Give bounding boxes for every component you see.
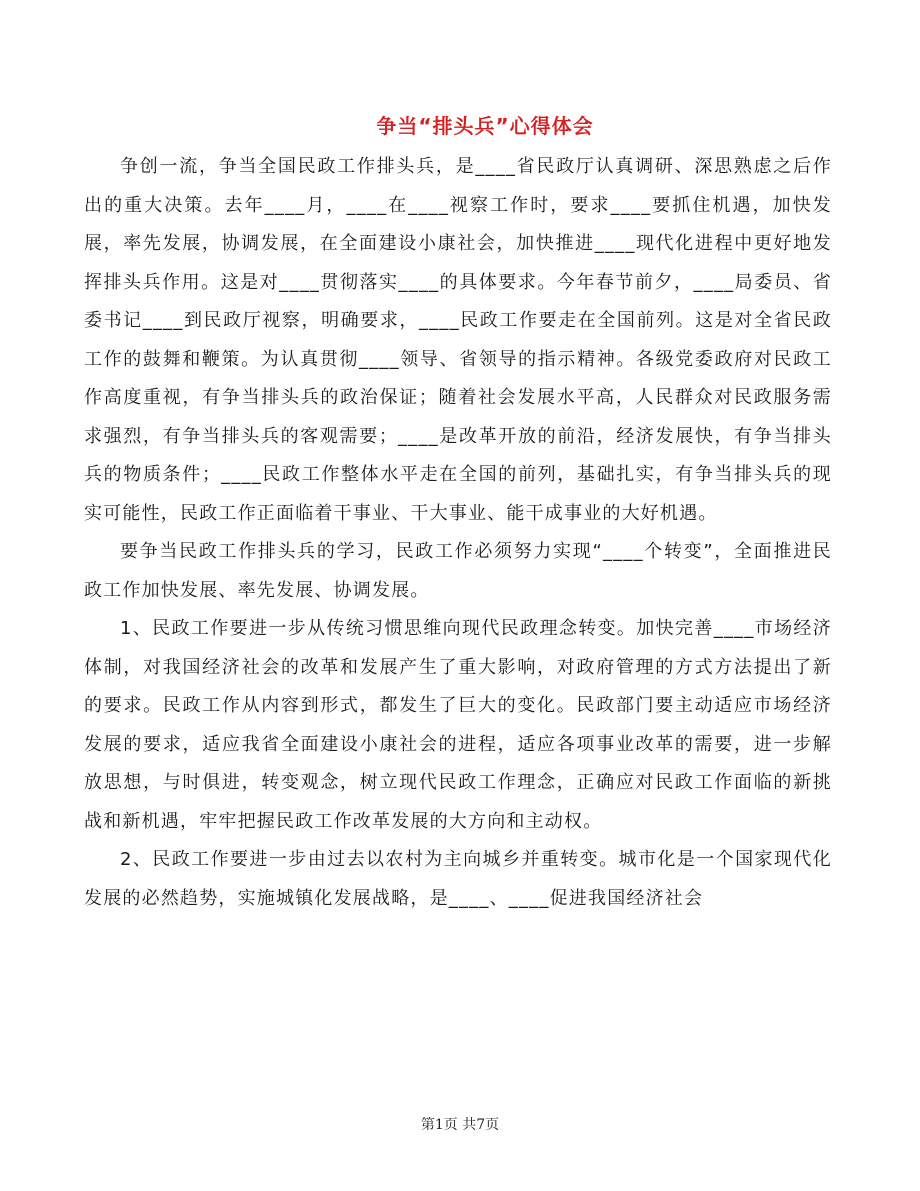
page-number-footer: 第1页 共7页 xyxy=(420,1117,500,1133)
document-body xyxy=(84,148,832,918)
paragraph-point-1: 1、民政工作要进一步从传统习惯思维向现代民政理念转变。加快完善____市场经济体制，对我国经济社会的改革和发展产生了重大影响，对政府管理的方式方法提出了新的要求。民政工作从内容到形式，都发生了巨大的变化。民政部门要主动适应市场经济发展的要求，适应我省全面建设小康社会的进程，适应各项事业改革的需要，进一步解放思想，与时俱进，转变观念，树立现代民政工作理念，正确应对民政工作面临的新挑战和新机遇，牢牢把握民政工作改革发展的大方向和主动权。 xyxy=(84,618,832,832)
paragraph-intro: 争创一流，争当全国民政工作排头兵，是____省民政厅认真调研、深思熟虑之后作出的重大决策。去年____月，____在____视察工作时，要求____要抓住机遇，加快发展，率先发展，协调发展，在全面建设小康社会，加快推进____现代化进程中更好地发挥排头兵作用。这是对____贯彻落实____的具体要求。今年春节前夕，____局委员、省委书记____到民政厅视察，明确要求，____民政工作要走在全国前列。这是对全省民政工作的鼓舞和鞭策。为认真贯彻____领导、省领导的指示精神。各级党委政府对民政工作高度重视，有争当排头兵的政治保证；随着社会发展水平高，人民群众对民政服务需求强烈，有争当排头兵的客观需要；____是改革开放的前沿，经济发展快，有争当排头兵的物质条件；____民政工作整体水平走在全国的前列，基础扎实，有争当排头兵的现实可能性，民政工作正面临着干事业、干大事业、能干成事业的大好机遇。 xyxy=(84,156,832,524)
document-title: 争当“排头兵”心得体会 xyxy=(376,114,594,138)
paragraph-transformations: 要争当民政工作排头兵的学习，民政工作必须努力实现“____个转变”，全面推进民政工作加快发展、率先发展、协调发展。 xyxy=(84,541,832,601)
paragraph-point-2: 2、民政工作要进一步由过去以农村为主向城乡并重转变。城市化是一个国家现代化发展的必然趋势，实施城镇化发展战略，是____、____促进我国经济社会 xyxy=(84,849,832,909)
